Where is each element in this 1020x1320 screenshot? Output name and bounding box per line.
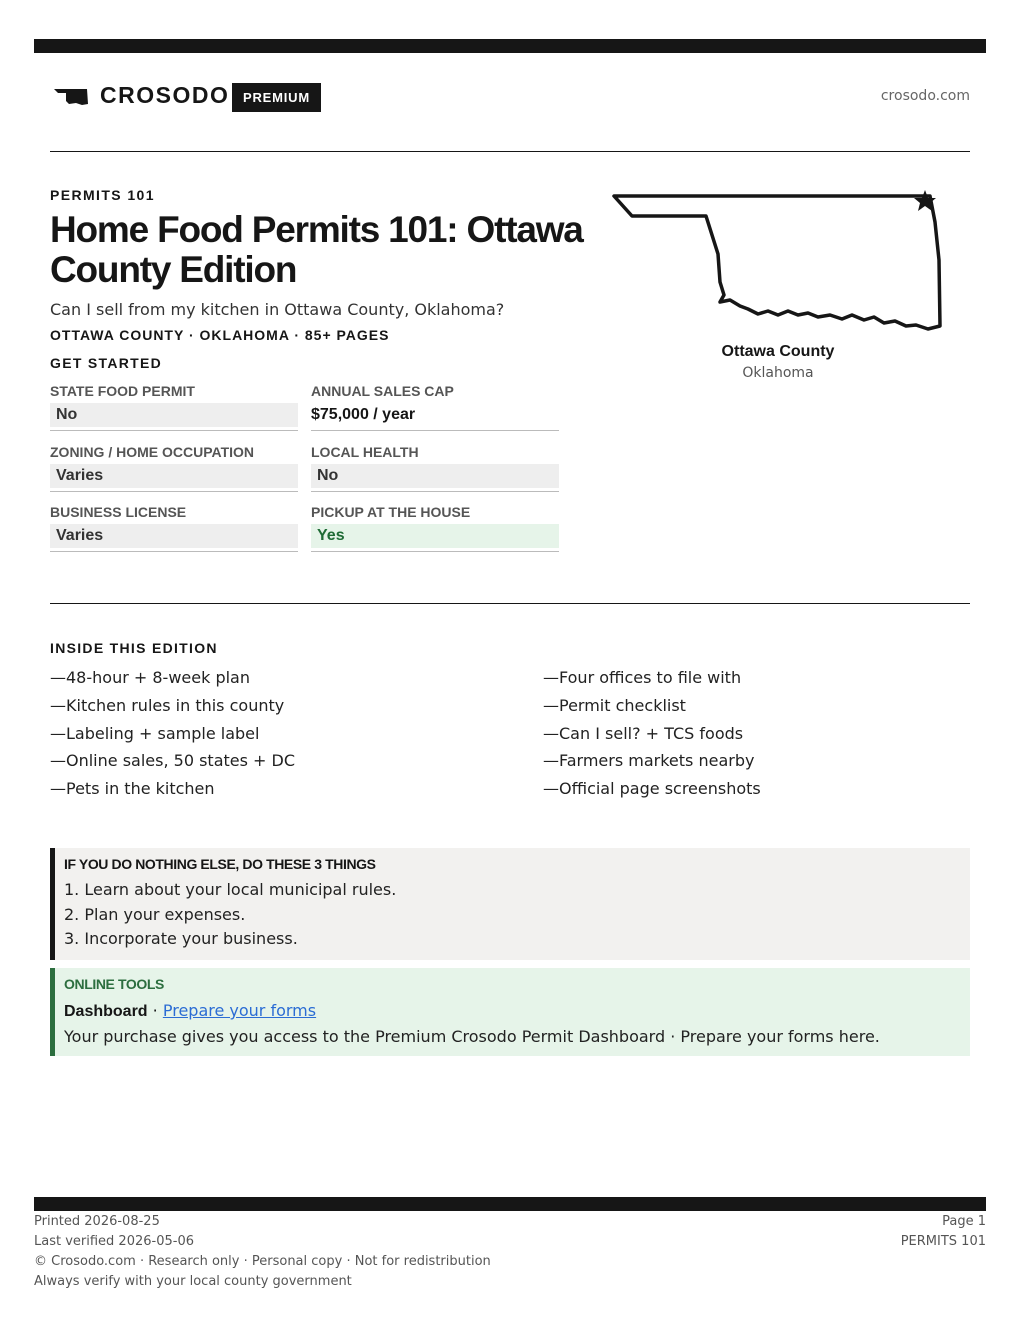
header xyxy=(50,80,970,114)
fact-divider xyxy=(50,551,298,552)
fact-label: LOCAL HEALTH xyxy=(311,444,419,460)
toc-item: —Labeling + sample label xyxy=(50,724,260,743)
edition-meta: OTTAWA COUNTY · OKLAHOMA · 85+ PAGES xyxy=(50,327,390,343)
site-link[interactable]: crosodo.com xyxy=(880,88,970,104)
fact-divider xyxy=(311,491,559,492)
toc-item: —Kitchen rules in this county xyxy=(50,696,285,715)
toc-item: —Farmers markets nearby xyxy=(543,751,755,770)
fact-value: Varies xyxy=(50,524,298,548)
callout-step: 1. Learn about your local municipal rules. xyxy=(64,880,397,899)
dashboard-label: Dashboard xyxy=(64,1003,148,1020)
oklahoma-state-icon xyxy=(54,88,88,106)
toc-item: —Four offices to file with xyxy=(543,668,742,687)
tools-description: Your purchase gives you access to the Premium Crosodo Permit Dashboard · Prepare your forms here. xyxy=(64,1027,880,1046)
fact-divider xyxy=(50,430,298,431)
footer-section: PERMITS 101 xyxy=(900,1234,986,1249)
toc-item: —Official page screenshots xyxy=(543,779,761,798)
printed-date: Printed 2026-08-25 xyxy=(34,1214,160,1229)
separator: · xyxy=(147,1001,163,1020)
toc-item: —Online sales, 50 states + DC xyxy=(50,751,296,770)
tools-heading: ONLINE TOOLS xyxy=(64,976,164,992)
fact-label: ZONING / HOME OCCUPATION xyxy=(50,444,255,460)
fact-business-license xyxy=(50,504,298,550)
brand-logo[interactable]: CROSODO xyxy=(100,82,230,108)
verify-note: Always verify with your local county government xyxy=(34,1274,352,1289)
header-divider xyxy=(50,151,970,152)
footer-bar xyxy=(34,1197,986,1211)
tools-links-row xyxy=(64,1001,316,1021)
toc-item: —Pets in the kitchen xyxy=(50,779,215,798)
oklahoma-outline xyxy=(614,196,940,329)
fact-divider xyxy=(311,551,559,552)
state-map xyxy=(612,190,952,340)
fact-annual-sales-cap xyxy=(311,383,559,429)
fact-label: STATE FOOD PERMIT xyxy=(50,383,195,399)
toc-item: —Permit checklist xyxy=(543,696,686,715)
fact-value: Varies xyxy=(50,464,298,488)
toc-item: —48-hour + 8-week plan xyxy=(50,668,250,687)
section-kicker: PERMITS 101 xyxy=(50,187,155,203)
toc-item: —Can I sell? + TCS foods xyxy=(543,724,744,743)
map-state-label: Oklahoma xyxy=(742,365,814,381)
top-bar xyxy=(34,39,986,53)
callout-heading: IF YOU DO NOTHING ELSE, DO THESE 3 THINGS xyxy=(64,856,376,872)
fact-zoning xyxy=(50,444,298,490)
callout-step: 3. Incorporate your business. xyxy=(64,929,298,948)
page-subtitle: Can I sell from my kitchen in Ottawa County, Oklahoma? xyxy=(50,300,505,319)
fact-state-food-permit xyxy=(50,383,298,429)
section-divider xyxy=(50,603,970,604)
fact-local-health xyxy=(311,444,559,490)
fact-pickup-at-house xyxy=(311,504,559,550)
callout-step: 2. Plan your expenses. xyxy=(64,905,246,924)
top-three-callout xyxy=(50,848,970,960)
fact-label: ANNUAL SALES CAP xyxy=(311,383,454,399)
premium-badge: PREMIUM xyxy=(232,83,321,112)
page-title: Home Food Permits 101: Ottawa County Edition xyxy=(50,209,583,290)
fact-value: Yes xyxy=(311,524,559,548)
fact-label: PICKUP AT THE HOUSE xyxy=(311,504,471,520)
fact-label: BUSINESS LICENSE xyxy=(50,504,187,520)
page-number: Page 1 xyxy=(942,1214,986,1229)
fact-value: No xyxy=(311,464,559,488)
verified-date: Last verified 2026-05-06 xyxy=(34,1234,194,1249)
inside-edition-label: INSIDE THIS EDITION xyxy=(50,640,218,656)
get-started-label: GET STARTED xyxy=(50,355,163,371)
map-county-label: Ottawa County xyxy=(721,343,835,360)
fact-divider xyxy=(311,430,559,431)
copyright-notice: © Crosodo.com · Research only · Personal copy · Not for redistribution xyxy=(34,1254,491,1269)
prepare-forms-link[interactable]: Prepare your forms xyxy=(162,1001,317,1020)
fact-divider xyxy=(50,491,298,492)
fact-value: $75,000 / year xyxy=(311,406,416,423)
online-tools-callout xyxy=(50,968,970,1056)
fact-value: No xyxy=(50,403,298,427)
